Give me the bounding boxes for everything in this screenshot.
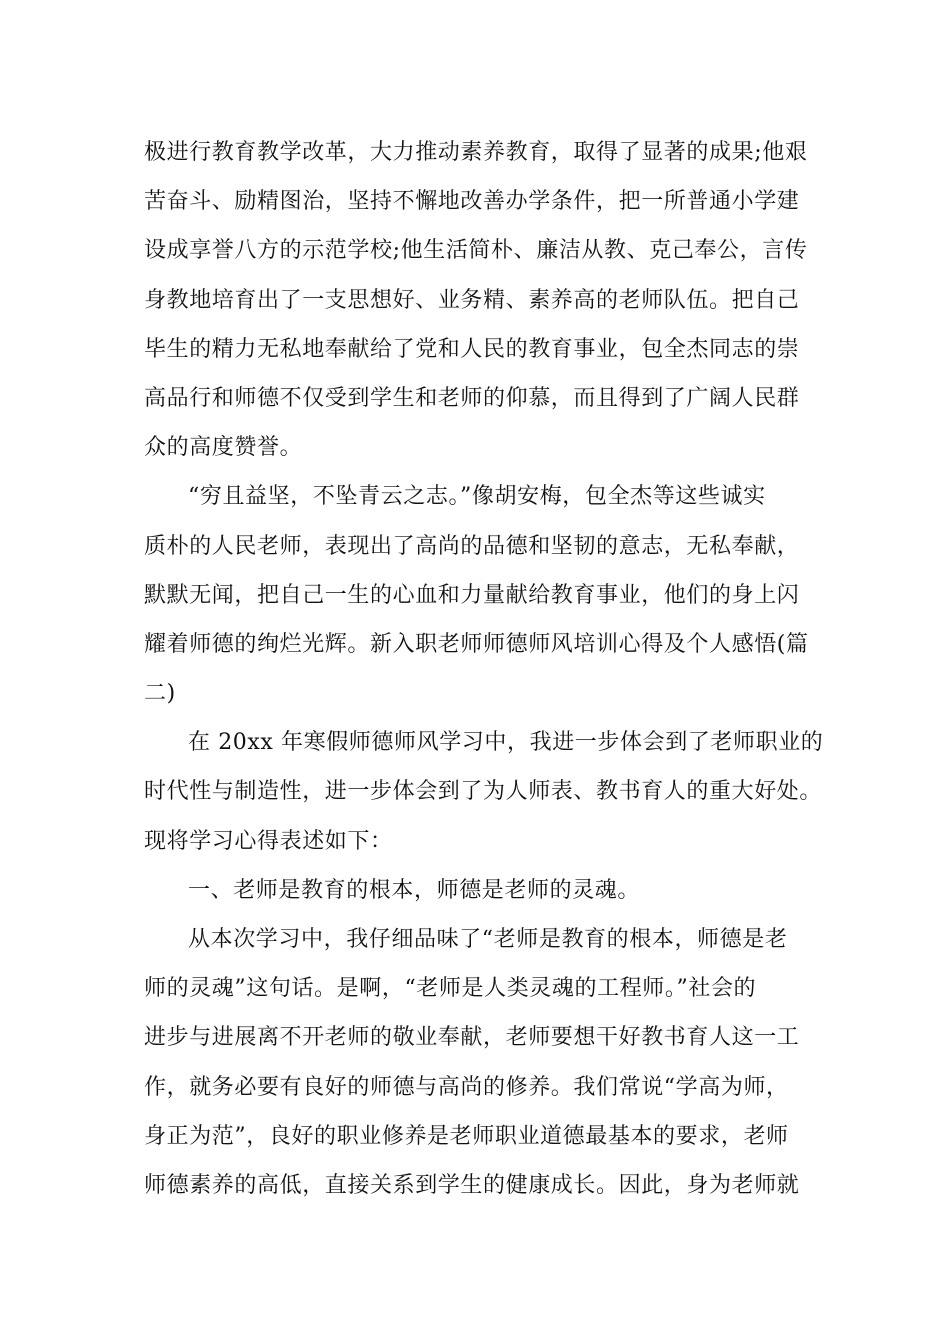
text-line: 苦奋斗、励精图治，坚持不懈地改善办学条件，把一所普通小学建 xyxy=(144,189,800,215)
text-line: 师的灵魂”这句话。是啊，“老师是人类灵魂的工程师。”社会的 xyxy=(144,976,757,1002)
text-line: 在 20xx 年寒假师德师风学习中，我进一步体会到了老师职业的 xyxy=(188,730,824,756)
document-body xyxy=(144,128,824,1210)
text-line: 质朴的人民老师，表现出了高尚的品德和坚韧的意志，无私奉献， xyxy=(144,533,800,559)
text-line: 进步与进展离不开老师的敬业奉献，老师要想干好教书育人这一工 xyxy=(144,1025,800,1051)
text-line: 高品行和师德不仅受到学生和老师的仰慕，而且得到了广阔人民群 xyxy=(144,385,800,411)
text-line: 众的高度赞誉。 xyxy=(144,435,303,461)
text-line: 二) xyxy=(144,681,176,707)
text-line: 身教地培育出了一支思想好、业务精、素养高的老师队伍。把自己 xyxy=(144,287,800,313)
text-line: 毕生的精力无私地奉献给了党和人民的教育事业，包全杰同志的崇 xyxy=(144,336,800,362)
text-line: 默默无闻，把自己一生的心血和力量献给教育事业，他们的身上闪 xyxy=(144,582,800,608)
text-line: 耀着师德的绚烂光辉。新入职老师师德师风培训心得及个人感悟(篇 xyxy=(144,631,809,657)
text-line: “穷且益坚，不坠青云之志。”像胡安梅，包全杰等这些诚实 xyxy=(188,484,766,510)
text-line: 师德素养的高低，直接关系到学生的健康成长。因此，身为老师就 xyxy=(144,1172,800,1198)
text-line: 时代性与制造性，进一步体会到了为人师表、教书育人的重大好处。 xyxy=(144,779,823,805)
text-line: 身正为范”，良好的职业修养是老师职业道德最基本的要求，老师 xyxy=(144,1123,789,1149)
text-line: 现将学习心得表述如下： xyxy=(144,828,393,854)
text-line: 设成享誉八方的示范学校;他生活简朴、廉洁从教、克己奉公，言传 xyxy=(144,238,808,264)
text-line: 极进行教育教学改革，大力推动素养教育，取得了显著的成果;他艰 xyxy=(144,140,808,165)
text-line: 从本次学习中，我仔细品味了“老师是教育的根本，师德是老 xyxy=(188,927,788,952)
text-line: 作，就务必要有良好的师德与高尚的修养。我们常说“学高为师， xyxy=(144,1074,789,1100)
text-line: 一、老师是教育的根本，师德是老师的灵魂。 xyxy=(188,877,641,903)
